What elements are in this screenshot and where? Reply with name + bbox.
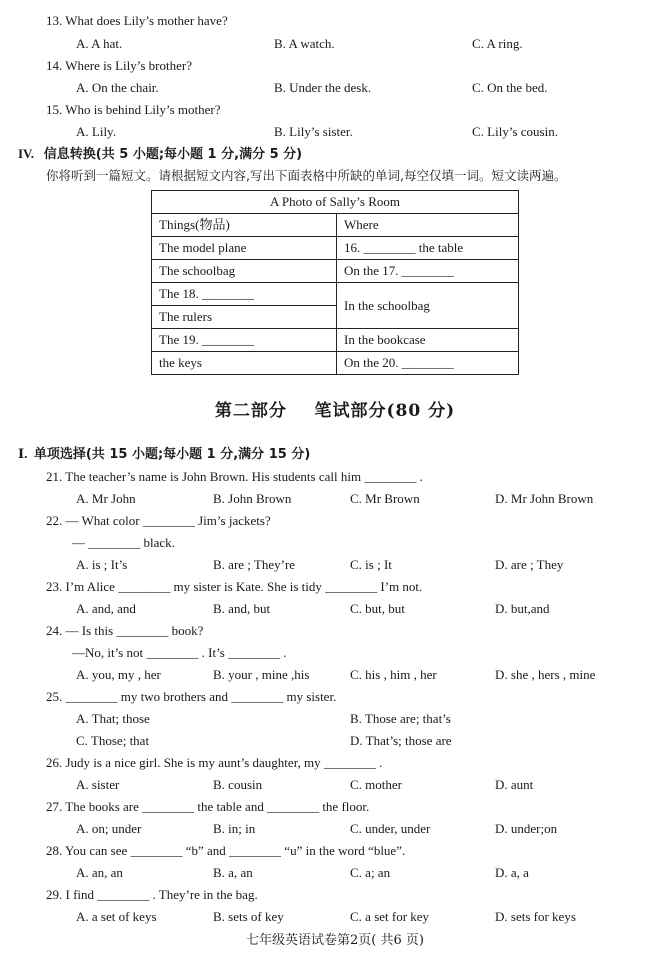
section-1-heading	[18, 443, 310, 466]
section-4-note: (共 5 小题;每小题 1 分,满分 5 分)	[95, 147, 303, 162]
question-14: 14. Where is Lily’s brother?	[46, 58, 192, 73]
q15-option-b: B. Lily’s sister.	[274, 124, 353, 139]
question-22: 22. — What color ________ Jim’s jackets?	[46, 513, 271, 528]
question-27: 27. The books are ________ the table and ________ the floor.	[46, 799, 370, 814]
q23-option-a: A. and, and	[76, 601, 136, 616]
q26-option-d: D. aunt	[495, 777, 534, 792]
q14-option-a: A. On the chair.	[76, 80, 159, 95]
question-23: 23. I’m Alice ________ my sister is Kate. She is tidy ________ I’m not.	[46, 579, 423, 594]
q15-option-a: A. Lily.	[76, 124, 116, 139]
question-15: 15. Who is behind Lily’s mother?	[46, 102, 221, 117]
q28-option-a: A. an, an	[76, 865, 123, 880]
question-28: 28. You can see ________ “b” and ________ “u” in the word “blue”.	[46, 843, 406, 858]
q25-option-d: D. That’s; those are	[350, 733, 452, 748]
table-cell: On the 17. ________	[337, 260, 519, 283]
q22-option-b: B. are ; They’re	[213, 557, 296, 572]
q13-option-a: A. A hat.	[76, 36, 123, 51]
table-caption: A Photo of Sally’s Room	[152, 191, 519, 214]
table-row	[152, 352, 519, 375]
table-cell: In the schoolbag	[337, 283, 519, 329]
q24-option-a: A. you, my , her	[76, 667, 161, 682]
q29-option-c: C. a set for key	[350, 909, 430, 924]
q21-option-b: B. John Brown	[213, 491, 292, 506]
q27-option-c: C. under, under	[350, 821, 431, 836]
table-cell: In the bookcase	[337, 329, 519, 352]
table-cell: 16. ________ the table	[337, 237, 519, 260]
section-4-title: 信息转换	[43, 147, 96, 162]
q13-option-b: B. A watch.	[274, 36, 335, 51]
q13-option-c: C. A ring.	[472, 36, 523, 51]
q24-option-c: C. his , him , her	[350, 667, 437, 682]
table-cell: On the 20. ________	[337, 352, 519, 375]
table-row	[152, 260, 519, 283]
section-4-heading	[18, 143, 302, 166]
question-26: 26. Judy is a nice girl. She is my aunt’s daughter, my ________ .	[46, 755, 383, 770]
q26-option-c: C. mother	[350, 777, 402, 792]
q29-option-b: B. sets of key	[213, 909, 284, 924]
q28-option-b: B. a, an	[213, 865, 253, 880]
q29-option-d: D. sets for keys	[495, 909, 576, 924]
section-1-note: (共 15 小题;每小题 1 分,满分 15 分)	[85, 447, 311, 462]
sally-room-table	[151, 190, 519, 375]
q28-option-c: C. a; an	[350, 865, 391, 880]
q22-option-d: D. are ; They	[495, 557, 564, 572]
table-cell: The model plane	[152, 237, 337, 260]
q27-option-a: A. on; under	[76, 821, 142, 836]
table-row	[152, 283, 519, 306]
section-1-title: 单项选择	[33, 447, 86, 462]
question-22-reply: — ________ black.	[72, 535, 175, 550]
table-header-things: Things(物品)	[152, 214, 337, 237]
table-cell: The 18. ________	[152, 283, 337, 306]
table-cell: The 19. ________	[152, 329, 337, 352]
section-4-number: IV.	[18, 146, 35, 161]
q24-option-d: D. she , hers , mine	[495, 667, 596, 682]
q23-option-c: C. but, but	[350, 601, 405, 616]
q25-option-c: C. Those; that	[76, 733, 150, 748]
question-29: 29. I find ________ . They’re in the bag.	[46, 887, 258, 902]
question-13: 13. What does Lily’s mother have?	[46, 13, 228, 28]
part-2-title: 第二部分 笔试部分(80 分)	[214, 401, 456, 421]
table-cell: The schoolbag	[152, 260, 337, 283]
table-cell: The rulers	[152, 306, 337, 329]
q22-option-a: A. is ; It’s	[76, 557, 128, 572]
table-cell: the keys	[152, 352, 337, 375]
q27-option-d: D. under;on	[495, 821, 558, 836]
table-row	[152, 329, 519, 352]
q23-option-b: B. and, but	[213, 601, 271, 616]
q29-option-a: A. a set of keys	[76, 909, 157, 924]
q14-option-c: C. On the bed.	[472, 80, 548, 95]
section-1-number: Ⅰ.	[18, 446, 28, 461]
q15-option-c: C. Lily’s cousin.	[472, 124, 558, 139]
question-24: 24. — Is this ________ book?	[46, 623, 204, 638]
section-4-instruction: 你将听到一篇短文。请根据短文内容,写出下面表格中所缺的单词,每空仅填一词。短文读两遍。	[46, 168, 567, 183]
table-header-where: Where	[337, 214, 519, 237]
q14-option-b: B. Under the desk.	[274, 80, 372, 95]
q21-option-d: D. Mr John Brown	[495, 491, 594, 506]
q27-option-b: B. in; in	[213, 821, 256, 836]
q21-option-c: C. Mr Brown	[350, 491, 420, 506]
question-24-reply: —No, it’s not ________ . It’s ________ .	[72, 645, 287, 660]
q22-option-c: C. is ; It	[350, 557, 392, 572]
table-row	[152, 237, 519, 260]
question-21: 21. The teacher’s name is John Brown. His students call him ________ .	[46, 469, 423, 484]
q21-option-a: A. Mr John	[76, 491, 136, 506]
q25-option-a: A. That; those	[76, 711, 150, 726]
page-footer: 七年级英语试卷第2页( 共6 页)	[246, 933, 424, 948]
question-25: 25. ________ my two brothers and ________ my sister.	[46, 689, 337, 704]
q25-option-b: B. Those are; that’s	[350, 711, 451, 726]
q23-option-d: D. but,and	[495, 601, 550, 616]
q26-option-b: B. cousin	[213, 777, 263, 792]
q26-option-a: A. sister	[76, 777, 120, 792]
q24-option-b: B. your , mine ,his	[213, 667, 310, 682]
q28-option-d: D. a, a	[495, 865, 529, 880]
